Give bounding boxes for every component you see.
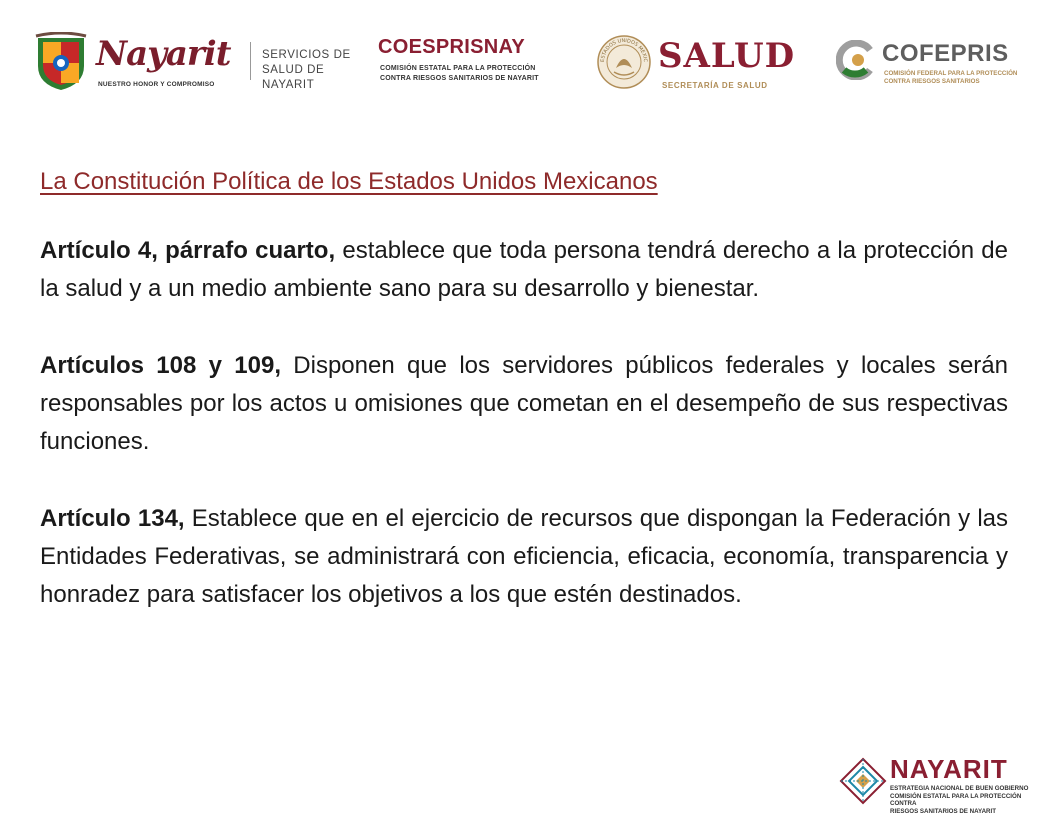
paragraph-articles-108-109 [40, 347, 1008, 461]
footer-sub-line-2: COMISIÓN ESTATAL PARA LA PROTECCIÓN CONTRA [890, 792, 1022, 807]
coesprisnay-sub-line-1: COMISIÓN ESTATAL PARA LA PROTECCIÓN [380, 65, 536, 72]
coesprisnay-name: COESPRISNAY [378, 36, 526, 58]
logo-header [0, 0, 1056, 110]
coesprisnay-sub-line-2: CONTRA RIESGOS SANITARIOS DE NAYARIT [380, 75, 539, 82]
salud-subtitle: SECRETARÍA DE SALUD [662, 81, 768, 90]
cofepris-mark-icon [836, 40, 876, 80]
diamond-knot-icon [838, 756, 888, 806]
document-title: La Constitución Política de los Estados Unidos Mexicanos [40, 168, 658, 195]
svg-text:ESTADOS UNIDOS MEXICANOS: ESTADOS UNIDOS MEXIC [599, 37, 649, 63]
footer-sub-line-3: RIESGOS SANITARIOS DE NAYARIT [890, 807, 997, 815]
article-134-text: Establece que en el ejercicio de recursos que dispongan la Federación y las Entidades Federativas, se administrará con eficiencia, eficacia, economía, transparencia y honradez para satisfacer los objetivos a los que estén destinados. [40, 505, 1009, 608]
article-4-heading: Artículo 4, párrafo cuarto, [40, 237, 336, 264]
cofepris-sub-line-1: COMISIÓN FEDERAL PARA LA PROTECCIÓN [884, 70, 1018, 77]
services-line-2: SALUD DE NAYARIT [262, 64, 325, 91]
articles-108-109-heading: Artículos 108 y 109, [40, 352, 281, 379]
services-line-1: SERVICIOS DE [262, 49, 351, 61]
nayarit-motto: NUESTRO HONOR Y COMPROMISO [98, 81, 215, 88]
cofepris-sub-line-2: CONTRA RIESGOS SANITARIOS [884, 78, 980, 85]
national-seal-icon [596, 34, 652, 90]
services-text [262, 48, 360, 93]
paragraph-article-134 [40, 500, 1008, 614]
coesprisnay-subtitle [380, 64, 539, 84]
nayarit-services-logo [30, 28, 360, 98]
article-134-heading: Artículo 134, [40, 505, 185, 532]
cofepris-logo [836, 28, 1036, 98]
nayarit-crest-icon [34, 32, 88, 92]
coesprisnay-logo [378, 28, 568, 98]
salud-logo [596, 28, 806, 98]
article-4-text: establece que toda persona tendrá derecho a la protección de la salud y a un medio ambiente sano para su desarrollo y bienestar. [40, 237, 1009, 302]
footer-nayarit-logo [838, 752, 1038, 815]
cofepris-name: COFEPRIS [882, 40, 1009, 67]
footer-nayarit-name: NAYARIT [890, 754, 1008, 784]
paragraph-article-4 [40, 232, 1008, 308]
logo-divider [250, 42, 251, 80]
salud-name: SALUD [658, 36, 796, 76]
footer-subtitle [890, 785, 1038, 815]
footer-sub-line-1: ESTRATEGIA NACIONAL DE BUEN GOBIERNO [890, 785, 1029, 792]
articles-108-109-text: Disponen que los servidores públicos federales y locales serán responsables por los actos u omisiones que cometan en el desempeño de sus respectivas funciones. [40, 352, 1008, 455]
nayarit-wordmark: Nayarit [96, 34, 231, 74]
cofepris-subtitle [884, 70, 1017, 86]
document-body [40, 168, 1008, 653]
